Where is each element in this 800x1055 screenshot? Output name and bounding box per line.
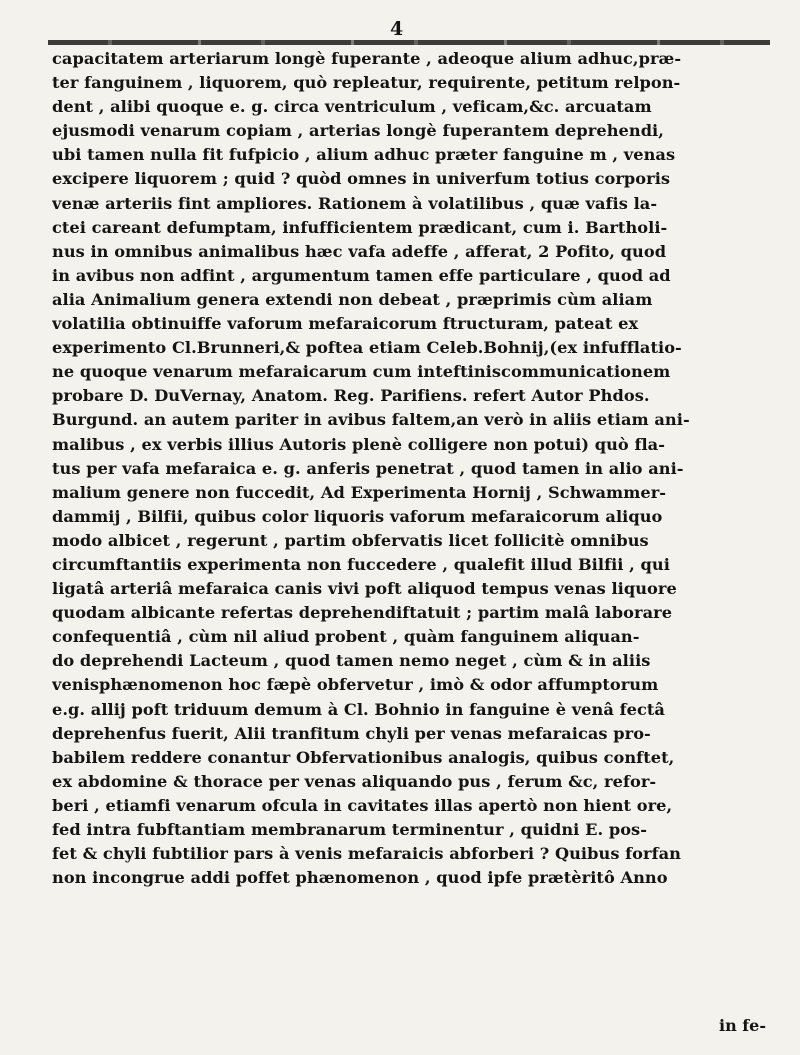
text-line: circumftantiis experimenta non fuccedere , qualefit illud Bilfii , qui: [52, 554, 670, 574]
text-line: tus per vafa mefaraica e. g. anferis penetrat , quod tamen in alio ani-: [52, 458, 684, 478]
text-line: alia Animalium genera extendi non debeat , præprimis cùm aliam: [52, 289, 653, 309]
text-line: nus in omnibus animalibus hæc vafa adeffe , afferat, 2 Pofito, quod: [52, 241, 667, 261]
text-line: malibus , ex verbis illius Autoris plenè colligere non potui) quò fla-: [52, 434, 665, 454]
text-line: venisphænomenon hoc fæpè obfervetur , imò & odor affumptorum: [52, 675, 659, 695]
text-line: ejusmodi venarum copiam , arterias longè fuperantem deprehendi,: [52, 121, 664, 141]
text-line: volatilia obtinuiffe vaforum mefaraicorum ftructuram, pateat ex: [52, 314, 639, 334]
text-line: modo albicet , regerunt , partim obfervatis licet follicitè omnibus: [52, 530, 649, 550]
text-line: ex abdomine & thorace per venas aliquando pus , ferum &c, refor-: [52, 771, 657, 791]
header-rule: [48, 40, 770, 45]
text-line: capacitatem arteriarum longè fuperante , adeoque alium adhuc,præ-: [52, 49, 682, 68]
text-line: Burgund. an autem pariter in avibus faltem,an verò in aliis etiam ani-: [52, 410, 690, 430]
text-line: ligatâ arteriâ mefaraica canis vivi poft aliquod tempus venas liquore: [52, 579, 677, 599]
text-line: ctei careant defumptam, infufficientem prædicant, cum i. Bartholi-: [52, 217, 668, 237]
page-number: 4: [390, 18, 405, 40]
text-line: ubi tamen nulla fit fufpicio , alium adhuc præter fanguine m , venas: [52, 145, 676, 165]
text-line: dammij , Bilfii, quibus color liquoris vaforum mefaraicorum aliquo: [52, 506, 663, 526]
text-line: beri , etiamfi venarum ofcula in cavitates illas apertò non hient ore,: [52, 795, 673, 815]
text-line: experimento Cl.Brunneri,& poftea etiam Celeb.Bohnij,(ex infufflatio-: [52, 338, 682, 358]
text-line: confequentiâ , cùm nil aliud probent , quàm fanguinem aliquan-: [52, 627, 640, 647]
text-line: malium genere non fuccedit, Ad Experimenta Hornij , Schwammer-: [52, 482, 667, 502]
text-line: do deprehendi Lacteum , quod tamen nemo neget , cùm & in aliis: [52, 651, 651, 671]
text-line: e.g. allij poft triduum demum à Cl. Bohnio in fanguine è venâ fectâ: [52, 699, 665, 719]
text-line: non incongrue addi poffet phænomenon , quod ipfe prætèritô Anno: [52, 868, 668, 888]
text-line: fet & chyli fubtilior pars à venis mefaraicis abforberi ? Quibus forfan: [52, 844, 681, 864]
text-line: deprehenfus fuerit, Alii tranfitum chyli per venas mefaraicas pro-: [52, 723, 651, 743]
body-text: [52, 47, 768, 890]
text-line: babilem reddere conantur Obfervationibus analogis, quibus conftet,: [52, 747, 675, 767]
text-line: excipere liquorem ; quid ? quòd omnes in univerfum totius corporis: [52, 169, 671, 189]
text-line: dent , alibi quoque e. g. circa ventriculum , veficam,&c. arcuatam: [52, 97, 652, 117]
text-line: ne quoque venarum mefaraicarum cum inteftiniscommunicationem: [52, 362, 671, 382]
text-line: ter fanguinem , liquorem, quò repleatur, requirente, petitum relpon-: [52, 73, 681, 93]
text-line: probare D. DuVernay, Anatom. Reg. Parifiens. refert Autor Phdos.: [52, 386, 650, 406]
text-line: fed intra fubftantiam membranarum terminentur , quidni E. pos-: [52, 820, 647, 839]
catchword: in fe-: [719, 1016, 766, 1035]
text-line: in avibus non adfint , argumentum tamen effe particulare , quod ad: [52, 265, 671, 285]
text-line: quodam albicante refertas deprehendiftatuit ; partim malâ laborare: [52, 603, 673, 623]
text-line: venæ arteriis fint ampliores. Rationem à volatilibus , quæ vafis la-: [52, 193, 658, 213]
